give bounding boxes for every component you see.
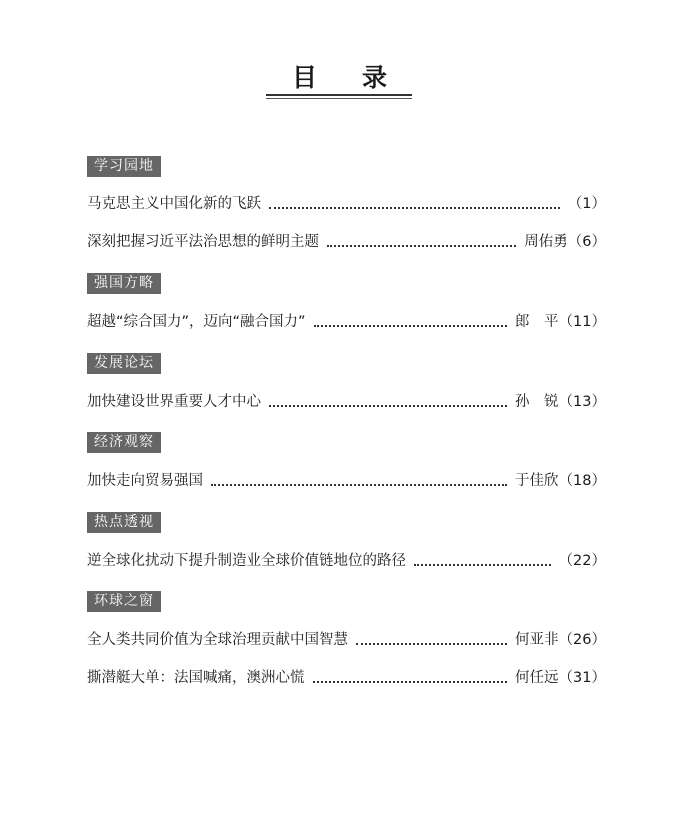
toc-entry[interactable]: [87, 192, 606, 214]
dot-leader: [269, 207, 560, 209]
section-header-strategy: 强国方略: [87, 273, 161, 294]
dot-leader: [269, 405, 507, 407]
section-header-development: 发展论坛: [87, 353, 161, 374]
toc-entry-title: 全人类共同价值为全球治理贡献中国智慧: [87, 632, 348, 648]
toc-entry-page: （26）: [558, 632, 606, 648]
toc-entry-page: （18）: [558, 473, 606, 489]
section-header-economy: 经济观察: [87, 432, 161, 453]
dot-leader: [211, 484, 507, 486]
dot-leader: [314, 325, 508, 327]
toc-entry[interactable]: [87, 666, 606, 688]
section-header-hotspot: 热点透视: [87, 512, 161, 533]
toc-entry-title: 加快走向贸易强国: [87, 473, 203, 489]
toc-entry-title: 加快建设世界重要人才中心: [87, 394, 261, 410]
toc-entry-page: （11）: [558, 314, 606, 330]
toc-entry-title: 逆全球化扰动下提升制造业全球价值链地位的路径: [87, 553, 406, 569]
toc-entry[interactable]: [87, 310, 606, 332]
dot-leader: [356, 643, 507, 645]
toc-entry[interactable]: [87, 549, 606, 571]
page-title-first-char: 目: [292, 63, 318, 92]
section-header-global: 环球之窗: [87, 591, 161, 612]
toc-entry-author: 孙 锐: [515, 394, 559, 410]
dot-leader: [313, 681, 508, 683]
toc-entry-title: 马克思主义中国化新的飞跃: [87, 196, 261, 212]
toc-entry-title: 超越“综合国力”，迈向“融合国力”: [87, 314, 306, 330]
page-title-second-char: 录: [362, 63, 388, 92]
toc-entry[interactable]: [87, 469, 606, 491]
toc-entry-page: （13）: [558, 394, 606, 410]
toc-entry[interactable]: [87, 390, 606, 412]
dot-leader: [327, 245, 516, 247]
toc-entry[interactable]: [87, 230, 606, 252]
dot-leader: [414, 564, 551, 566]
title-underline-thin: [266, 98, 412, 99]
toc-entry[interactable]: [87, 628, 606, 650]
toc-entry-author: 何亚非: [515, 632, 559, 648]
section-header-study: 学习园地: [87, 156, 161, 177]
toc-entry-title: 深刻把握习近平法治思想的鲜明主题: [87, 234, 319, 250]
toc-entry-author: 于佳欣: [515, 473, 559, 489]
toc-entry-author: 何任远: [515, 670, 559, 686]
toc-entry-author: 周佑勇: [524, 234, 568, 250]
toc-entry-page: （22）: [558, 553, 606, 569]
toc-entry-page: （6）: [567, 234, 606, 250]
toc-entry-author: 郎 平: [515, 314, 559, 330]
toc-entry-title: 撕潜艇大单：法国喊痛，澳洲心慌: [87, 670, 305, 686]
title-underline-thick: [266, 94, 412, 96]
toc-entry-page: （31）: [558, 670, 606, 686]
toc-entry-page: （1）: [567, 196, 606, 212]
